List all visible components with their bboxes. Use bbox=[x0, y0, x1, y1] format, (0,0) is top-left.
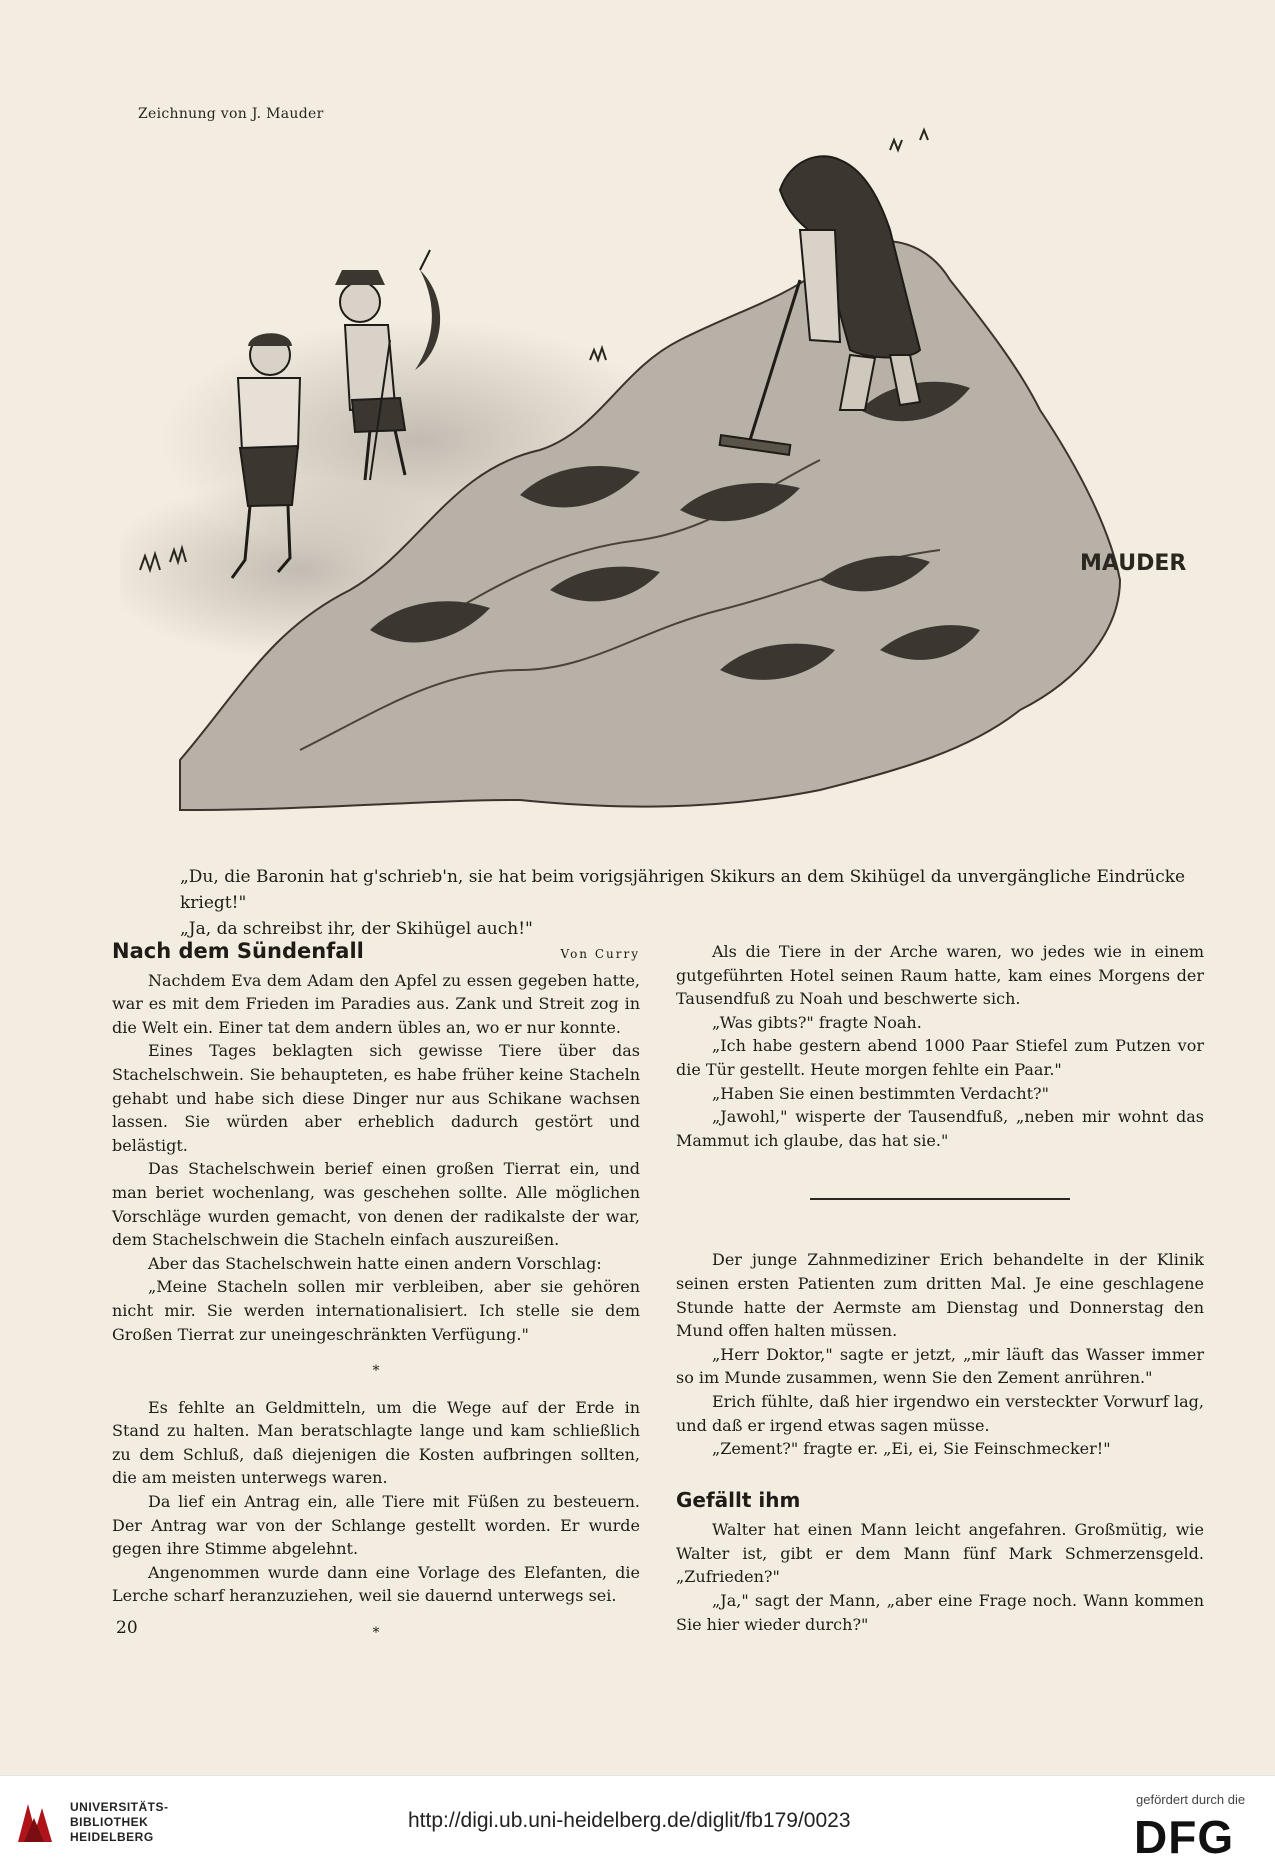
institution-line: BIBLIOTHEK bbox=[70, 1815, 149, 1829]
paragraph: „Zement?" fragte er. „Ei, ei, Sie Feinschmecker!" bbox=[712, 1439, 1111, 1459]
institution-line: HEIDELBERG bbox=[70, 1830, 154, 1844]
caption-line: „Du, die Baronin hat g'schrieb'n, sie hat beim vorigsjährigen Skikurs an dem Skihügel da unvergängliche Eindrücke kriegt!" bbox=[180, 867, 1186, 913]
sponsor-label: gefördert durch die bbox=[1136, 1792, 1246, 1807]
section-separator: * bbox=[372, 1363, 380, 1380]
article-title: Nach dem Sündenfall bbox=[112, 939, 364, 963]
paragraph: Das Stachelschwein berief einen großen Tierrat ein, und man beriet wochenlang, was geschehen sollte. Alle möglichen Vorschläge wurden gemacht, von denen der radikalste der war, dem Stachelschwein die Stacheln einfach auszureißen. bbox=[112, 1159, 640, 1250]
paragraph: „Jawohl," wisperte der Tausendfuß, „neben mir wohnt das Mammut ich glaube, das hat sie." bbox=[676, 1107, 1204, 1150]
section-title: Gefällt ihm bbox=[676, 1487, 801, 1512]
paragraph: Walter hat einen Mann leicht angefahren. Großmütig, wie Walter ist, gibt er dem Mann fünf Mark Schmerzensgeld. „Zufrieden?" bbox=[676, 1520, 1204, 1587]
section-separator: * bbox=[372, 1625, 380, 1642]
permalink[interactable]: http://digi.ub.uni-heidelberg.de/diglit/fb179/0023 bbox=[408, 1809, 851, 1832]
cartoon-illustration bbox=[120, 110, 1225, 830]
left-column bbox=[112, 940, 640, 1658]
article-byline: Von Curry bbox=[560, 947, 640, 961]
paragraph: Es fehlte an Geldmitteln, um die Wege auf der Erde in Stand zu halten. Man beratschlagte lange und kam schließlich zu dem Schluß, daß diejenigen die Kosten aufbringen sollten, die am meisten unterwegs waren. bbox=[112, 1397, 640, 1488]
page-number: 20 bbox=[116, 1618, 138, 1638]
paragraph: Da lief ein Antrag ein, alle Tiere mit Füßen zu besteuern. Der Antrag war von der Schlange gestellt worden. Er wurde gegen ihre Stimme abgelehnt. bbox=[112, 1492, 640, 1559]
caption-line: „Ja, da schreibst ihr, der Skihügel auch!" bbox=[180, 919, 533, 939]
paragraph: „Herr Doktor," sagte er jetzt, „mir läuft das Wasser immer so im Munde zusammen, wenn Sie den Zement anrühren." bbox=[676, 1344, 1204, 1388]
paragraph: Nachdem Eva dem Adam den Apfel zu essen gegeben hatte, war es mit dem Frieden im Paradies aus. Zank und Streit zog in die Welt ein. Einer tat dem andern übles an, wo er nur konnte. bbox=[112, 970, 640, 1037]
paragraph: „Ja," sagt der Mann, „aber eine Frage noch. Wann kommen Sie hier wieder durch?" bbox=[676, 1591, 1204, 1634]
artist-signature: MAUDER bbox=[1080, 551, 1187, 576]
viewer-footer bbox=[0, 1775, 1275, 1870]
university-seal-icon bbox=[14, 1798, 60, 1848]
paragraph: „Haben Sie einen bestimmten Verdacht?" bbox=[712, 1083, 1049, 1103]
paragraph: „Was gibts?" fragte Noah. bbox=[712, 1012, 922, 1032]
paragraph: Erich fühlte, daß hier irgendwo ein versteckter Vorwurf lag, und daß er irgend etwas sagen müsse. bbox=[676, 1391, 1204, 1435]
paragraph: Angenommen wurde dann eine Vorlage des Elefanten, die Lerche scharf heranzuziehen, weil sie dauernd unterwegs sei. bbox=[112, 1562, 640, 1606]
illustration-credit: Zeichnung von J. Mauder bbox=[138, 106, 324, 122]
institution-line: UNIVERSITÄTS- bbox=[70, 1800, 169, 1814]
section-rule bbox=[810, 1198, 1070, 1200]
right-column bbox=[676, 940, 1204, 1636]
dfg-logo: DFG bbox=[1134, 1811, 1235, 1863]
paragraph: „Meine Stacheln sollen mir verbleiben, aber sie gehören nicht mir. Sie werden internationalisiert. Ich stelle sie dem Großen Tierrat zur uneingeschränkten Verfügung." bbox=[112, 1277, 640, 1344]
illustration-caption bbox=[180, 864, 1220, 942]
paragraph: Der junge Zahnmediziner Erich behandelte in der Klinik seinen ersten Patienten zum dritten Mal. Je eine geschlagene Stunde hatte der Aermste am Dienstag und Donnerstag den Mund offen halten müssen. bbox=[676, 1250, 1204, 1341]
paragraph: Als die Tiere in der Arche waren, wo jedes wie in einem gutgeführten Hotel seinen Raum hatte, kam eines Morgens der Tausendfuß zu Noah und beschwerte sich. bbox=[676, 942, 1204, 1009]
paragraph: Aber das Stachelschwein hatte einen andern Vorschlag: bbox=[148, 1253, 602, 1273]
institution-name bbox=[70, 1800, 169, 1845]
article-header bbox=[112, 940, 640, 967]
paragraph: „Ich habe gestern abend 1000 Paar Stiefel zum Putzen vor die Tür gestellt. Heute morgen fehlte ein Paar." bbox=[676, 1036, 1204, 1079]
paragraph: Eines Tages beklagten sich gewisse Tiere über das Stachelschwein. Sie behaupteten, es habe früher keine Stacheln gehabt und habe sich diese Dinger nur aus Schikane wachsen lassen. Sie würden aber erheblich dadurch gestört und belästigt. bbox=[112, 1041, 640, 1155]
